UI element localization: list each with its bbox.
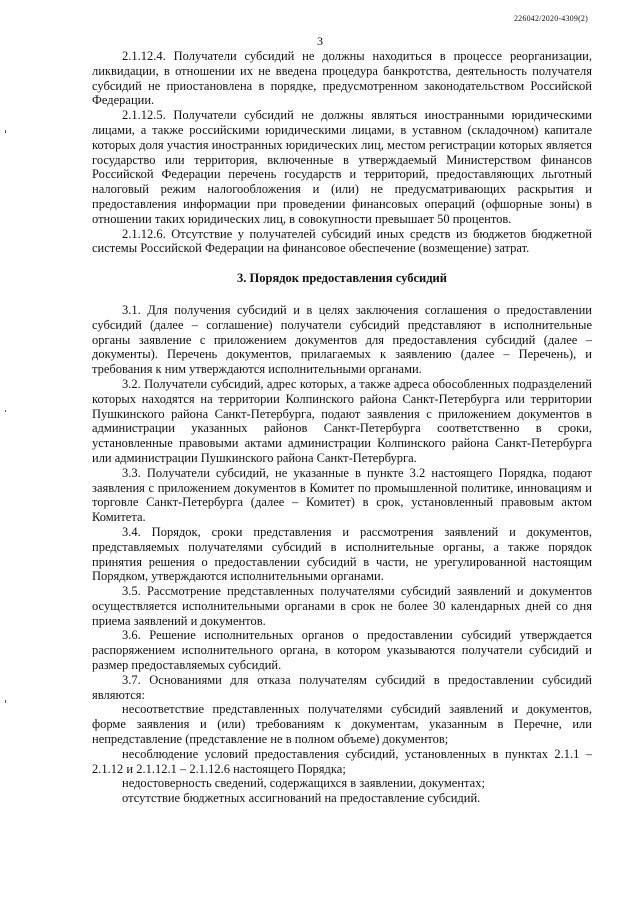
scan-artifact xyxy=(5,130,6,133)
scan-artifact xyxy=(5,410,6,412)
paragraph-3-5: 3.5. Рассмотрение представленных получателями субсидий заявлений и документов осуществляется исполнительными органами в срок не более 30 календарных дней со дня приема заявлений и документов. xyxy=(92,584,592,628)
refusal-reason-3: недостоверность сведений, содержащихся в заявлении, документах; xyxy=(122,776,485,791)
document-body xyxy=(92,49,592,806)
paragraph-3-2: 3.2. Получатели субсидий, адрес которых, а также адреса обособленных подразделений которых находятся на территории Колпинского района Санкт-Петербурга или территории Пушкинского района Санкт-Петербурга, подают заявления с приложением документов в администрации указанных районов Санкт-Петербурга соответственно в сроки, установленные правовыми актами администрации Колпинского района Санкт-Петербурга или администрации Пушкинского района Санкт-Петербурга. xyxy=(92,376,592,465)
page-number: 3 xyxy=(317,34,323,48)
refusal-reason-1: несоответствие представленных получателями субсидий заявлений и документов, форме заявления и (или) требованиям к документам, указанным в Перечне, или непредставление (представление не в полном объеме) документов; xyxy=(92,702,592,747)
scan-artifact xyxy=(5,700,6,703)
paragraph-3-3: 3.3. Получатели субсидий, не указанные в пункте 3.2 настоящего Порядка, подают заявления с приложением документов в Комитет по промышленной политике, инновациям и торговле Санкт-Петербурга (далее – Комитет) в срок, установленный правовым актом Комитета. xyxy=(92,465,592,525)
paragraph-2-1-12-6: 2.1.12.6. Отсутствие у получателей субсидий иных средств из бюджетов бюджетной системы Российской Федерации на финансовое обеспечение (возмещение) затрат. xyxy=(92,226,592,256)
paragraph-3-6: 3.6. Решение исполнительных органов о предоставлении субсидий утверждается распоряжением исполнительного органа, в котором указываются получатели субсидий и размер предоставляемых субсидий. xyxy=(92,628,592,673)
paragraph-3-4: 3.4. Порядок, сроки представления и рассмотрения заявлений и документов, представляемых получателями субсидий в исполнительные органы, а также порядок принятия решения о предоставлении субсидий в части, не урегулированной настоящим Порядком, утверждаются исполнительными органами. xyxy=(92,524,592,584)
paragraph-3-7: 3.7. Основаниями для отказа получателям субсидий в предоставлении субсидий являются: xyxy=(92,672,592,702)
refusal-reason-4: отсутствие бюджетных ассигнований на предоставление субсидий. xyxy=(122,791,481,806)
paragraph-3-1: 3.1. Для получения субсидий и в целях заключения соглашения о предоставлении субсидий (далее – соглашение) получатели субсидий представляют в исполнительные органы заявление с приложением документов для предоставления субсидий (далее – документы). Перечень документов, прилагаемых к заявлению (далее – Перечень), и требования к ним утверждаются исполнительными органами. xyxy=(92,302,592,377)
document-code: 226042/2020-4309(2) xyxy=(513,14,588,23)
refusal-reason-2: несоблюдение условий предоставления субсидий, установленных в пунктах 2.1.1 – 2.1.12 и 2.1.12.1 – 2.1.12.6 настоящего Порядка; xyxy=(92,746,592,776)
section-3-title: 3. Порядок предоставления субсидий xyxy=(237,271,447,286)
paragraph-2-1-12-4: 2.1.12.4. Получатели субсидий не должны находиться в процессе реорганизации, ликвидации, в отношении их не введена процедура банкротства, деятельность получателя субсидий не приостановлена в порядке, предусмотренном законодательством Российской Федерации. xyxy=(92,49,592,108)
paragraph-2-1-12-5: 2.1.12.5. Получатели субсидий не должны являться иностранными юридическими лицами, а также российскими юридическими лицами, в уставном (складочном) капитале которых доля участия иностранных юридических лиц, местом регистрации которых является государство или территория, включенные в утверждаемый Министерством финансов Российской Федерации перечень государств и территорий, предоставляющих льготный налоговый режим налогообложения и (или) не предусматривающих раскрытия и предоставления информации при проведении финансовых операций (офшорные зоны) в отношении таких юридических лиц, в совокупности превышает 50 процентов. xyxy=(92,108,592,226)
